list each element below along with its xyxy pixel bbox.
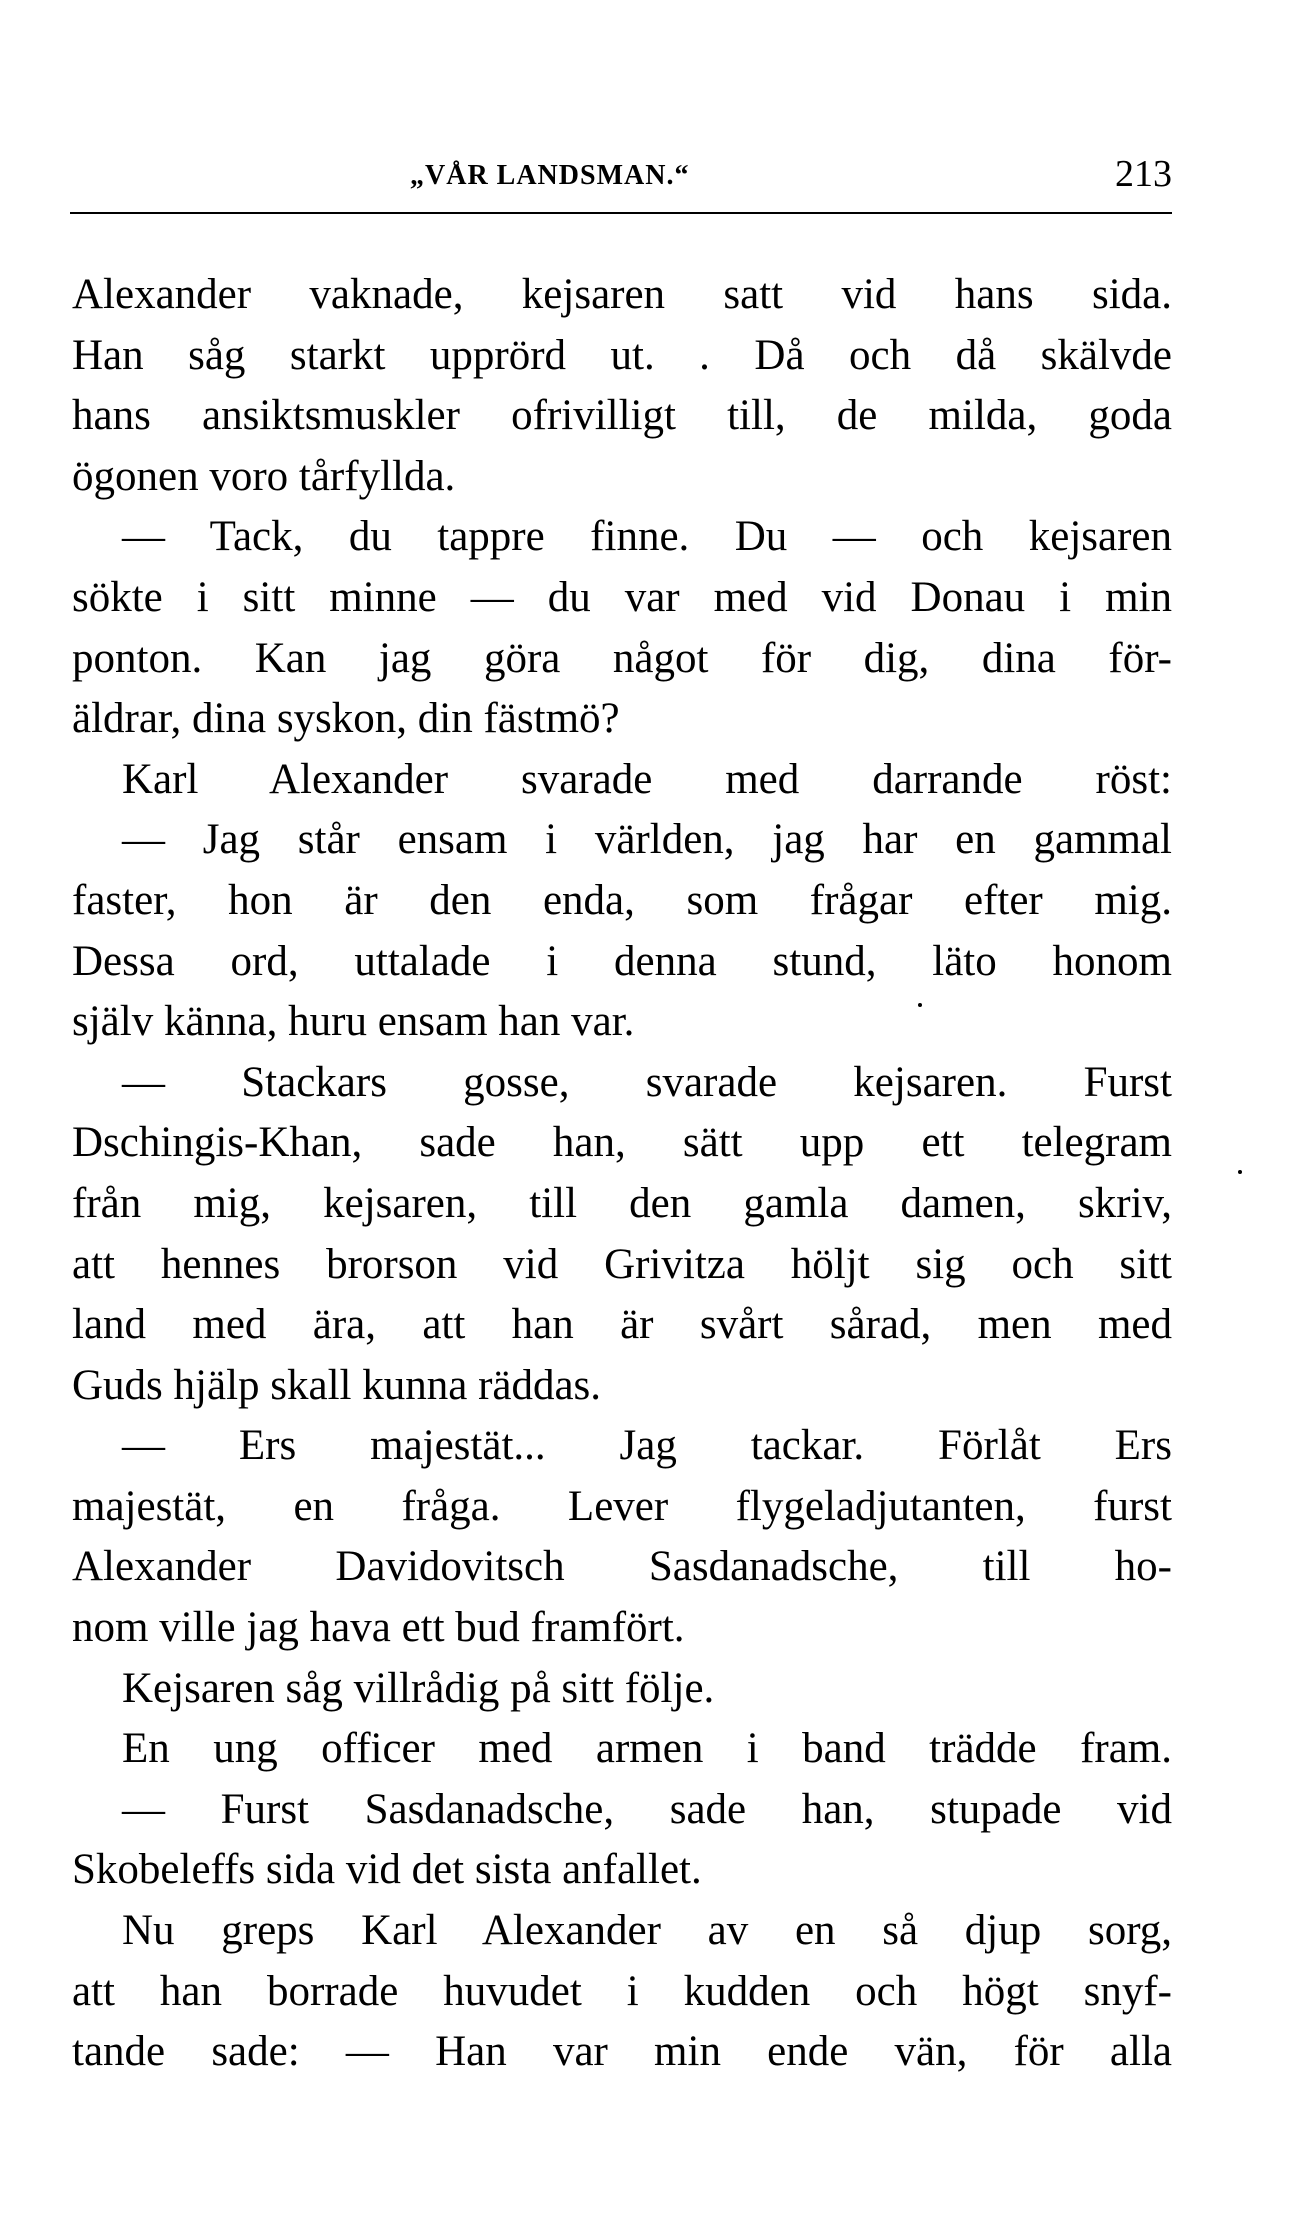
text-line: att hennes brorson vid Grivitza höljt sig och sitt xyxy=(72,1240,1172,1288)
print-speck xyxy=(918,1003,922,1007)
text-line: Skobeleffs sida vid det sista anfallet. xyxy=(72,1846,702,1894)
text-line: sökte i sitt minne — du var med vid Donau i min xyxy=(72,573,1172,621)
text-line: — Furst Sasdanadsche, sade han, stupade vid xyxy=(122,1785,1172,1833)
text-line: majestät, en fråga. Lever flygeladjutanten, furst xyxy=(72,1482,1172,1530)
text-line: — Jag står ensam i världen, jag har en gammal xyxy=(122,816,1172,864)
text-line: — Stackars gosse, svarade kejsaren. Furst xyxy=(122,1058,1172,1106)
text-line: ögonen voro tårfyllda. xyxy=(72,452,456,500)
text-line: Karl Alexander svarade med darrande röst: xyxy=(122,755,1172,803)
text-line: från mig, kejsaren, till den gamla damen, skriv, xyxy=(72,1179,1172,1227)
running-head xyxy=(70,150,1172,210)
header-rule xyxy=(70,212,1172,214)
text-line: att han borrade huvudet i kudden och högt snyf- xyxy=(72,1967,1172,2015)
text-line: Dschingis-Khan, sade han, sätt upp ett telegram xyxy=(72,1119,1172,1167)
page-number: 213 xyxy=(1115,153,1172,195)
text-line: faster, hon är den enda, som frågar efter mig. xyxy=(72,876,1172,924)
text-line: hans ansiktsmuskler ofrivilligt till, de milda, goda xyxy=(72,392,1172,440)
text-line: Guds hjälp skall kunna räddas. xyxy=(72,1361,602,1409)
running-title: „VÅR LANDSMAN.“ xyxy=(410,160,690,191)
text-line: Nu greps Karl Alexander av en så djup sorg, xyxy=(122,1907,1172,1955)
text-line: Alexander Davidovitsch Sasdanadsche, till ho- xyxy=(72,1543,1172,1591)
text-line: nom ville jag hava ett bud framfört. xyxy=(72,1604,685,1652)
print-speck xyxy=(1238,1170,1242,1174)
text-line: själv känna, huru ensam han var. xyxy=(72,998,635,1046)
text-line: Kejsaren såg villrådig på sitt följe. xyxy=(122,1664,715,1712)
text-line: land med ära, att han är svårt sårad, men med xyxy=(72,1301,1172,1349)
text-line: — Ers majestät... Jag tackar. Förlåt Ers xyxy=(122,1422,1172,1470)
text-line: ponton. Kan jag göra något för dig, dina för- xyxy=(72,634,1172,682)
text-line: äldrar, dina syskon, din fästmö? xyxy=(72,695,620,743)
text-line: En ung officer med armen i band trädde fram. xyxy=(122,1725,1172,1773)
text-line: — Tack, du tappre finne. Du — och kejsaren xyxy=(122,513,1172,561)
body-text xyxy=(72,265,1172,2083)
text-line: Han såg starkt upprörd ut. . Då och då skälvde xyxy=(72,331,1172,379)
text-line: tande sade: — Han var min ende vän, för alla xyxy=(72,2028,1172,2076)
text-line: Dessa ord, uttalade i denna stund, läto honom xyxy=(72,937,1172,985)
text-line: Alexander vaknade, kejsaren satt vid hans sida. xyxy=(72,271,1172,318)
